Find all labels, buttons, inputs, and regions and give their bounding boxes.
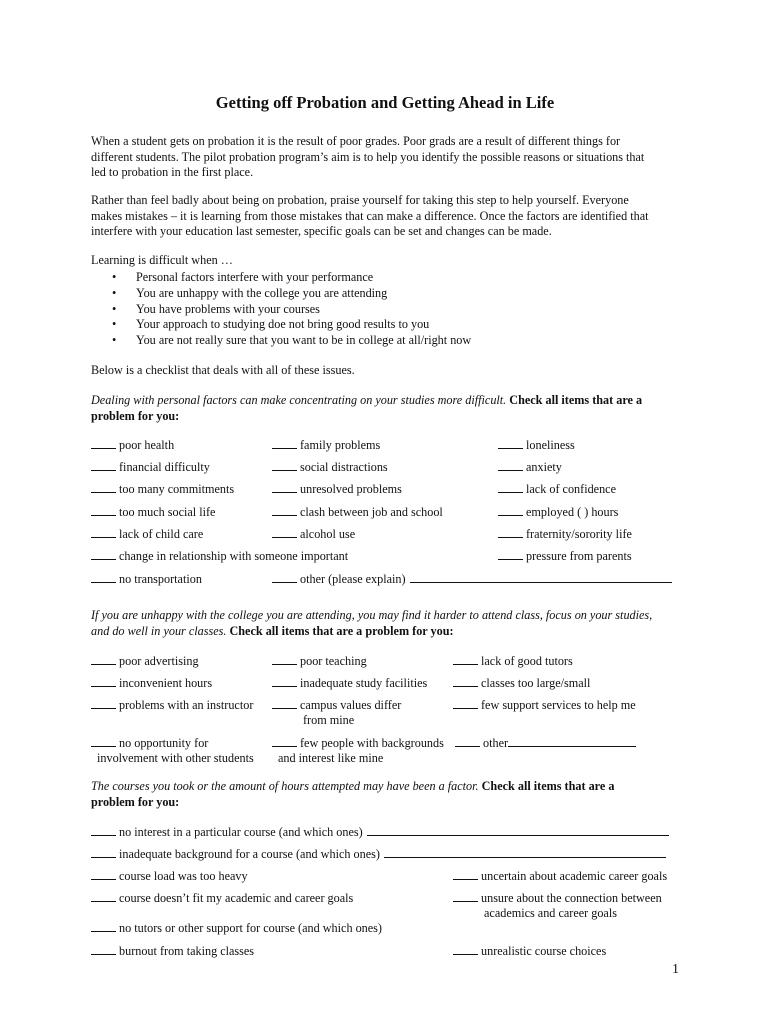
checklist-item[interactable]: no tutors or other support for course (and which ones) bbox=[91, 920, 382, 936]
check-blank[interactable] bbox=[272, 504, 297, 516]
checklist-intro: Below is a checklist that deals with all of these issues. bbox=[91, 363, 355, 377]
bullet-icon: • bbox=[112, 317, 117, 332]
checklist-item[interactable]: course doesn’t fit my academic and career goals bbox=[91, 890, 353, 906]
check-blank[interactable] bbox=[453, 653, 478, 665]
checklist-item[interactable]: employed ( ) hours bbox=[498, 504, 618, 520]
checklist-item[interactable]: loneliness bbox=[498, 437, 575, 453]
check-blank[interactable] bbox=[91, 481, 116, 493]
check-blank[interactable] bbox=[91, 943, 116, 955]
bullet-list bbox=[110, 270, 471, 349]
checklist-item[interactable]: poor teaching bbox=[272, 653, 367, 669]
check-blank[interactable] bbox=[91, 653, 116, 665]
check-blank[interactable] bbox=[453, 697, 478, 709]
bullet-item: • You are unhappy with the college you are attending bbox=[112, 285, 388, 300]
paragraph-line: When a student gets on probation it is the result of poor grades. Poor grads are a result of different things for bbox=[91, 134, 621, 148]
check-blank[interactable] bbox=[91, 548, 116, 560]
bullet-icon: • bbox=[112, 270, 117, 284]
checklist-item[interactable]: course load was too heavy bbox=[91, 868, 248, 884]
check-blank[interactable] bbox=[91, 459, 116, 471]
paragraph-line: Rather than feel badly about being on probation, praise yourself for taking this step to help yourself. Everyone bbox=[91, 193, 629, 207]
learning-intro: Learning is difficult when … bbox=[91, 253, 233, 267]
check-blank[interactable] bbox=[272, 735, 297, 747]
checklist-item[interactable]: inadequate study facilities bbox=[272, 675, 427, 691]
check-blank[interactable] bbox=[272, 526, 297, 538]
checklist-item[interactable]: inconvenient hours bbox=[91, 675, 212, 691]
check-blank[interactable] bbox=[272, 653, 297, 665]
bullet-item: • Personal factors interfere with your performance bbox=[112, 270, 374, 284]
section1-heading: Dealing with personal factors can make concentrating on your studies more difficult. Check all items that are a problem for you: bbox=[91, 393, 643, 423]
check-blank[interactable] bbox=[91, 526, 116, 538]
page-title: Getting off Probation and Getting Ahead in Life bbox=[215, 93, 555, 112]
check-blank[interactable] bbox=[91, 824, 116, 836]
checklist-item[interactable]: alcohol use bbox=[272, 526, 355, 542]
intro-paragraph-1 bbox=[91, 134, 681, 181]
paragraph-line: interfere with your education last semester, specific goals can be set and changes can be made. bbox=[91, 224, 552, 238]
checklist-item[interactable]: unresolved problems bbox=[272, 481, 402, 497]
checklist-item[interactable]: lack of child care bbox=[91, 526, 203, 542]
checklist-item[interactable]: clash between job and school bbox=[272, 504, 443, 520]
checklist-item[interactable]: few people with backgrounds and interest like mine bbox=[272, 735, 444, 766]
bullet-icon: • bbox=[112, 301, 117, 316]
check-blank[interactable] bbox=[91, 697, 116, 709]
check-blank[interactable] bbox=[91, 504, 116, 516]
check-blank[interactable] bbox=[91, 735, 116, 747]
check-blank[interactable] bbox=[498, 459, 523, 471]
check-blank[interactable] bbox=[91, 868, 116, 880]
bullet-icon: • bbox=[112, 333, 117, 348]
checklist-item[interactable]: campus values differ from mine bbox=[272, 697, 401, 728]
checklist-item[interactable]: no transportation bbox=[91, 571, 202, 587]
check-blank[interactable] bbox=[498, 504, 523, 516]
checklist-item[interactable]: financial difficulty bbox=[91, 459, 210, 475]
check-blank[interactable] bbox=[453, 868, 478, 880]
check-blank[interactable] bbox=[272, 571, 297, 583]
check-blank[interactable] bbox=[453, 943, 478, 955]
checklist-item[interactable]: pressure from parents bbox=[498, 548, 632, 564]
checklist-item[interactable]: social distractions bbox=[272, 459, 388, 475]
explain-line[interactable] bbox=[410, 571, 672, 583]
paragraph-line: makes mistakes – it is learning from those mistakes that can make a difference. Once the factors are identified that bbox=[91, 208, 649, 223]
other-line[interactable] bbox=[508, 735, 636, 747]
check-blank[interactable] bbox=[91, 437, 116, 449]
check-blank[interactable] bbox=[498, 548, 523, 560]
check-blank[interactable] bbox=[91, 890, 116, 902]
checklist-item-other[interactable]: other (please explain) bbox=[272, 571, 672, 587]
check-blank[interactable] bbox=[272, 437, 297, 449]
section3-heading: The courses you took or the amount of hours attempted may have been a factor. Check all items that are a problem for you: bbox=[91, 779, 615, 809]
checklist-item-other[interactable]: other bbox=[455, 735, 636, 751]
checklist-item[interactable]: classes too large/small bbox=[453, 675, 590, 691]
page-number: 1 bbox=[672, 962, 679, 977]
bullet-item: • Your approach to studying doe not bring good results to you bbox=[112, 317, 430, 332]
check-blank[interactable] bbox=[498, 481, 523, 493]
check-blank[interactable] bbox=[91, 675, 116, 687]
checklist-item[interactable]: poor health bbox=[91, 437, 174, 453]
check-blank[interactable] bbox=[272, 459, 297, 471]
check-blank[interactable] bbox=[455, 735, 480, 747]
check-blank[interactable] bbox=[91, 920, 116, 932]
check-blank[interactable] bbox=[91, 846, 116, 858]
check-blank[interactable] bbox=[272, 675, 297, 687]
checklist-item[interactable]: lack of confidence bbox=[498, 481, 616, 497]
which-ones-line[interactable] bbox=[384, 846, 666, 858]
check-blank[interactable] bbox=[498, 437, 523, 449]
bullet-item: • You have problems with your courses bbox=[112, 301, 320, 316]
checklist-item[interactable]: unsure about the connection between academics and career goals bbox=[453, 890, 662, 921]
checklist-item[interactable]: burnout from taking classes bbox=[91, 943, 254, 959]
checklist-item[interactable]: family problems bbox=[272, 437, 380, 453]
bullet-item: • You are not really sure that you want to be in college at all/right now bbox=[112, 333, 472, 348]
check-blank[interactable] bbox=[91, 571, 116, 583]
paragraph-line: led to probation in the first place. bbox=[91, 165, 254, 179]
checklist-item[interactable]: unrealistic course choices bbox=[453, 943, 606, 959]
paragraph-line: different students. The pilot probation program’s aim is to help you identify the possible reasons or situations that bbox=[91, 149, 645, 164]
checklist-item[interactable]: uncertain about academic career goals bbox=[453, 868, 667, 884]
check-blank[interactable] bbox=[498, 526, 523, 538]
intro-paragraph-2 bbox=[91, 193, 681, 240]
check-blank[interactable] bbox=[272, 697, 297, 709]
checklist-item[interactable]: inadequate background for a course (and which ones) bbox=[91, 846, 666, 862]
checklist-item[interactable]: change in relationship with someone important bbox=[91, 548, 348, 564]
checklist-item[interactable]: anxiety bbox=[498, 459, 562, 475]
which-ones-line[interactable] bbox=[367, 824, 669, 836]
checklist-item[interactable]: too many commitments bbox=[91, 481, 234, 497]
check-blank[interactable] bbox=[453, 675, 478, 687]
bullet-icon: • bbox=[112, 285, 117, 300]
check-blank[interactable] bbox=[272, 481, 297, 493]
checklist-item[interactable]: no interest in a particular course (and which ones) bbox=[91, 824, 669, 840]
checklist-item[interactable]: problems with an instructor bbox=[91, 697, 253, 713]
checklist-item[interactable]: lack of good tutors bbox=[453, 653, 573, 669]
checklist-item[interactable]: no opportunity for involvement with other students bbox=[91, 735, 254, 766]
checklist-item[interactable]: too much social life bbox=[91, 504, 215, 520]
checklist-item[interactable]: poor advertising bbox=[91, 653, 199, 669]
checklist-item[interactable]: few support services to help me bbox=[453, 697, 636, 713]
section2-heading: If you are unhappy with the college you are attending, you may find it harder to attend class, focus on your studies, and do well in your classes. Check all items that are a problem for you: bbox=[91, 608, 653, 638]
check-blank[interactable] bbox=[453, 890, 478, 902]
checklist-item[interactable]: fraternity/sorority life bbox=[498, 526, 632, 542]
